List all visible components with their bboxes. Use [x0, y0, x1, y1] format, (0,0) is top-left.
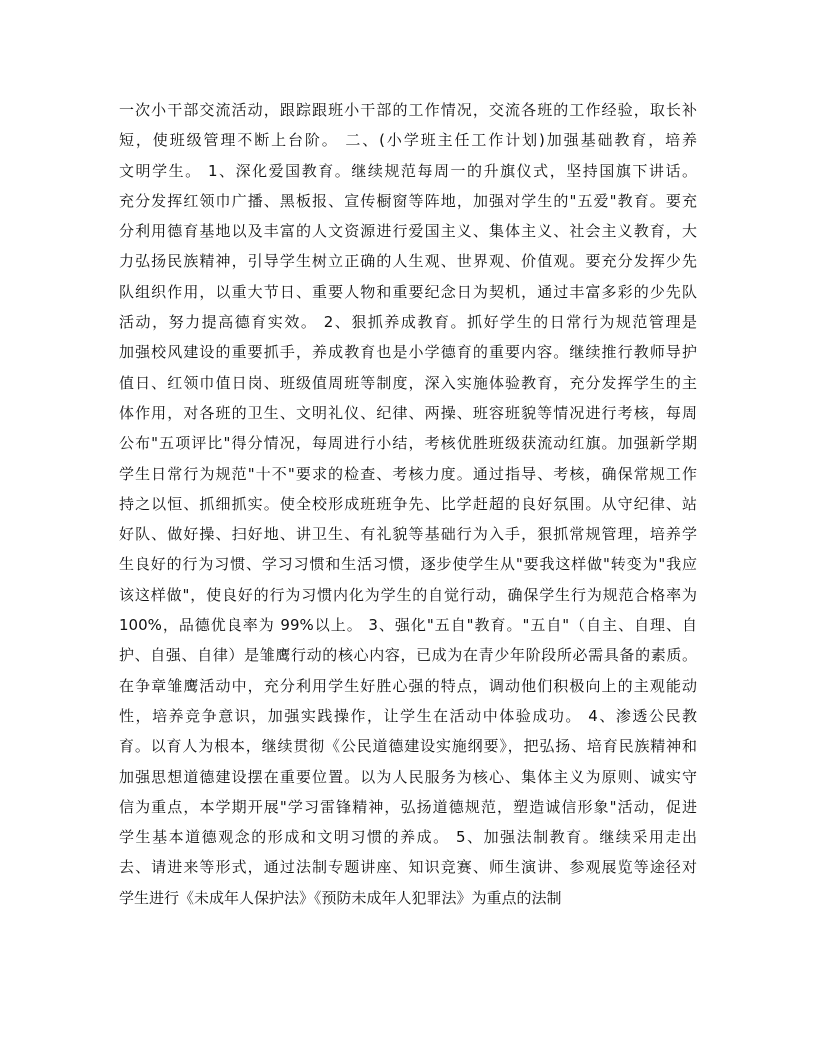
text-line: 持之以恒、抓细抓实。使全校形成班班争先、比学赶超的良好氛围。从守纪律、站 [119, 494, 697, 513]
text-line: 力弘扬民族精神，引导学生树立正确的人生观、世界观、价值观。要充分发挥少先 [119, 252, 697, 271]
text-line: 文明学生。 1、深化爱国教育。继续规范每周一的升旗仪式，坚持国旗下讲话。 [119, 161, 697, 180]
text-line: 活动，努力提高德育实效。 2、狠抓养成教育。抓好学生的日常行为规范管理是 [119, 313, 697, 332]
text-line: 护、自强、自律）是雏鹰行动的核心内容，已成为在青少年阶段所必需具备的素质。 [119, 646, 697, 665]
body-paragraph [119, 95, 697, 913]
text-line: 学生进行《未成年人保护法》《预防未成年人犯罪法》为重点的法制 [119, 888, 562, 907]
text-line: 加强思想道德建设摆在重要位置。以为人民服务为核心、集体主义为原则、诚实守 [119, 767, 697, 786]
text-line: 队组织作用，以重大节日、重要人物和重要纪念日为契机，通过丰富多彩的少先队 [119, 282, 697, 301]
text-line: 公布"五项评比"得分情况，每周进行小结，考核优胜班级获流动红旗。加强新学期 [119, 434, 697, 453]
text-line: 一次小干部交流活动，跟踪跟班小干部的工作情况，交流各班的工作经验，取长补 [119, 101, 697, 119]
text-line: 值日、红领巾值日岗、班级值周班等制度，深入实施体验教育，充分发挥学生的主 [119, 373, 697, 392]
text-line: 学生日常行为规范"十不"要求的检查、考核力度。通过指导、考核，确保常规工作 [119, 464, 697, 483]
text-line: 100%，品德优良率为 99%以上。 3、强化"五自"教育。"五自"（自主、自理、自 [119, 616, 697, 635]
text-line: 学生基本道德观念的形成和文明习惯的养成。 5、加强法制教育。继续采用走出 [119, 828, 697, 847]
text-line: 短，使班级管理不断上台阶。 二、(小学班主任工作计划)加强基础教育，培养 [119, 131, 697, 150]
text-line: 去、请进来等形式，通过法制专题讲座、知识竞赛、师生演讲、参观展览等途径对 [119, 858, 697, 877]
text-line: 育。以育人为根本，继续贯彻《公民道德建设实施纲要》，把弘扬、培育民族精神和 [119, 737, 697, 756]
text-line: 分利用德育基地以及丰富的人文资源进行爱国主义、集体主义、社会主义教育，大 [119, 222, 697, 241]
text-line: 性，培养竞争意识，加强实践操作，让学生在活动中体验成功。 4、渗透公民教 [119, 706, 697, 725]
text-line: 好队、做好操、扫好地、讲卫生、有礼貌等基础行为入手，狠抓常规管理，培养学 [119, 525, 697, 544]
text-line: 该这样做"，使良好的行为习惯内化为学生的自觉行动，确保学生行为规范合格率为 [119, 585, 697, 604]
text-line: 生良好的行为习惯、学习习惯和生活习惯，逐步使学生从"要我这样做"转变为"我应 [119, 555, 697, 574]
text-line: 信为重点，本学期开展"学习雷锋精神，弘扬道德规范，塑造诚信形象"活动，促进 [119, 797, 697, 816]
text-line: 体作用，对各班的卫生、文明礼仪、纪律、两操、班容班貌等情况进行考核，每周 [119, 403, 697, 422]
text-line: 加强校风建设的重要抓手，养成教育也是小学德育的重要内容。继续推行教师导护 [119, 343, 697, 362]
text-line: 充分发挥红领巾广播、黑板报、宣传橱窗等阵地，加强对学生的"五爱"教育。要充 [119, 191, 697, 210]
text-line: 在争章雏鹰活动中，充分利用学生好胜心强的特点，调动他们积极向上的主观能动 [119, 676, 697, 695]
